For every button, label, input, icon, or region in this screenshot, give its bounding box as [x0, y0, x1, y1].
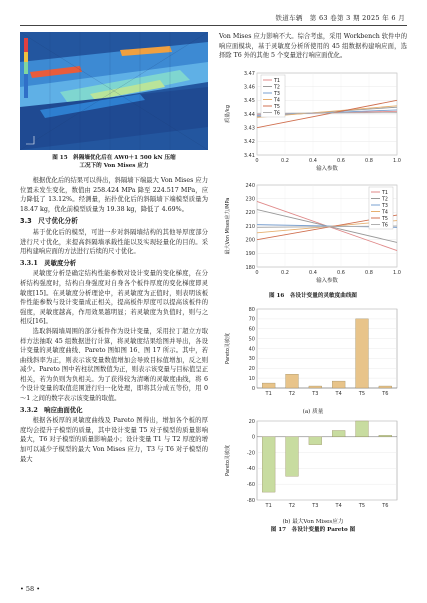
x-tick-label: 0.8	[365, 157, 373, 164]
section-heading-3-3-1: 3.3.1 灵敏度分析	[20, 258, 77, 267]
y-tick-label: 20	[248, 365, 255, 372]
x-tick-label: T4	[335, 502, 342, 509]
y-axis-label: Pareto灵敏度	[225, 444, 231, 476]
y-tick-label: 3.42	[243, 138, 255, 145]
legend-label: T3	[382, 203, 388, 209]
y-tick-label: -80	[246, 497, 255, 504]
header-rule	[20, 25, 407, 26]
y-tick-label: 3.43	[243, 125, 255, 132]
bar	[379, 435, 392, 437]
x-axis-label: 输入参数	[316, 277, 338, 284]
figure17-stress-pareto-chart	[219, 416, 407, 514]
y-tick-label: 220	[245, 209, 255, 216]
paragraph: Von Mises 应力影响不大。综合考虑，采用 Workbench 软件中的响应面模块，基于灵敏度分析所使用的 45 组数据构建响应面，选择除 T6 外的其他 5 个变量进行响应面优化。	[219, 33, 407, 60]
legend-label: T5	[382, 216, 388, 222]
y-tick-label: 0	[251, 385, 255, 392]
running-header	[0, 13, 427, 25]
section-heading-3-3: 3.3 尺寸优化分析	[20, 217, 78, 226]
x-tick-label: 0.6	[337, 157, 345, 164]
x-tick-label: 0.2	[281, 157, 289, 164]
legend-box	[369, 187, 393, 229]
x-tick-label: T5	[358, 390, 366, 397]
x-tick-label: T6	[382, 390, 389, 397]
y-tick-label: 0	[251, 434, 255, 441]
legend-label: T1	[274, 78, 280, 84]
volume-info: 第 63 卷第 3 期 2025 年 6 月	[309, 14, 405, 22]
legend-label: T3	[274, 91, 280, 97]
x-tick-label: T2	[288, 502, 296, 509]
x-tick-label: T5	[358, 502, 366, 509]
bar	[379, 386, 392, 388]
x-tick-label: T3	[312, 390, 319, 397]
fem-contour-svg	[20, 32, 208, 150]
y-tick-label: -60	[246, 481, 255, 488]
x-tick-label: 0.8	[365, 269, 373, 276]
y-tick-label: 70	[248, 316, 255, 323]
figure17-caption: 图 17 各设计变量的 Pareto 图	[270, 526, 356, 533]
section-heading-3-3-2: 3.3.2 响应曲面优化	[20, 405, 83, 414]
y-tick-label: 10	[248, 375, 255, 382]
y-axis-label: Pareto灵敏度	[225, 332, 231, 364]
bar	[262, 437, 275, 492]
x-axis-label: 输入参数	[316, 165, 338, 172]
x-tick-label: T2	[288, 390, 296, 397]
figure17-mass-pareto-chart	[219, 304, 407, 404]
paragraph: 根据各板厚的灵敏度曲线及 Pareto 图得出，增加各个板的厚度均会提升子模型的质量，其中设计变量 T5 对子模型的质量影响最大，T6 对子模型的质量影响最小；设计变量 T1 与 T2 厚度的增加可以减少子模型的最大 Von Mises 应力，T3 与 T6 对子模型的最大	[20, 417, 208, 463]
y-tick-label: 230	[245, 196, 255, 203]
y-axis-label: 质量/kg	[225, 104, 231, 123]
y-tick-label: 190	[245, 250, 255, 257]
journal-name: 铁道车辆	[275, 14, 303, 22]
y-tick-label: 3.45	[243, 97, 255, 104]
bar	[262, 383, 275, 388]
legend-label: T6	[274, 111, 280, 117]
x-tick-label: 0	[255, 269, 259, 276]
bar	[332, 430, 345, 436]
bar	[309, 386, 322, 388]
x-tick-label: 0.6	[337, 269, 345, 276]
y-tick-label: 200	[245, 237, 255, 244]
figure17b-subcaption: (b) 最大Von Mises应力	[282, 518, 344, 525]
bar	[286, 374, 299, 388]
legend-box	[261, 75, 285, 117]
bar	[286, 437, 299, 477]
legend-label: T2	[382, 197, 388, 203]
bar	[309, 437, 322, 445]
legend-label: T6	[382, 223, 388, 229]
legend-label: T5	[274, 104, 280, 110]
paragraph: 基于优化后的模型，可进一步对斜隔墙结构的其他导厚度部分进行尺寸优化，来提高斜隔墙承载性能以及实现轻量化的目的。采用构建响应面的方法进行后续的尺寸优化。	[20, 228, 208, 256]
y-tick-label: 3.44	[243, 111, 255, 118]
figure17a-subcaption: (a) 质量	[302, 408, 324, 415]
y-tick-label: 30	[248, 355, 255, 362]
paragraph: 灵敏度分析是确定结构性能参数对设计变量的变化梯度，在分析结构强度时，结构自身强度对自身各个板件厚度的变化梯度即灵敏度[15]。在灵敏度分析理论中，若灵敏度为正值时，则表明该板件性能参数与设计变量成正相关，提高板件厚度可以提高该板件的强度，灵敏度越高，作用效果越明显；若灵敏度为负值时，则与之相反[16]。	[20, 270, 208, 326]
plot-frame	[257, 421, 397, 500]
y-axis-label: 最大Von Mises应力/MPa	[225, 197, 231, 255]
paragraph: 根据优化后的结果可以得出，斜隔墙下端最大 Von Mises 应力位置未发生变化，数值由 258.424 MPa 降至 224.517 MPa，应力降低了 13.12%。经测量，拓扑优化后的斜隔墙下端模型质量为 18.47 kg，优化前模型质量为 19.38 kg，降低了 4.69%。	[20, 177, 208, 213]
x-tick-label: 1.0	[393, 269, 401, 276]
y-tick-label: 80	[248, 306, 255, 313]
paragraph: 选取斜隔墙周围的部分板件作为设计变量，采用拉丁超立方取样方法抽取 45 组数据进行计算，将灵敏度结果绘图并导出，各设计变量的灵敏度曲线、Pareto 图如图 16、图 17 所示。其中，若曲线斜率为正，则表示该变量数值增加会导致目标值增加，反之则减少。Pareto 图中若柱状图数值为正，则表示该变量与目标值呈正相关，若为负则为负相关。为了获得较为清晰的灵敏度曲线，将 6 个设计变量的取值范围进行归一化处理，即将其分成五等份，用 0～1 之间的数字表示该变量的取值。	[20, 327, 208, 403]
y-tick-label: -20	[246, 450, 255, 457]
x-tick-label: T4	[335, 390, 342, 397]
figure16-caption: 图 16 各设计变量的灵敏度曲线图	[268, 292, 358, 299]
x-tick-label: T3	[312, 502, 319, 509]
x-tick-label: 0.2	[281, 269, 289, 276]
left-body-text	[20, 176, 208, 464]
legend-label: T1	[382, 190, 388, 196]
y-tick-label: 3.47	[243, 70, 255, 77]
x-tick-label: 1.0	[393, 157, 401, 164]
y-tick-label: 40	[248, 346, 255, 353]
bar	[356, 319, 369, 388]
y-tick-label: 50	[248, 336, 255, 343]
legend-label: T4	[382, 210, 388, 216]
legend-label: T2	[274, 85, 280, 91]
x-tick-label: 0.4	[309, 157, 317, 164]
right-column	[219, 32, 407, 534]
y-tick-label: 20	[248, 418, 255, 425]
x-tick-label: T1	[265, 390, 272, 397]
figure16-mass-chart	[219, 67, 407, 175]
x-tick-label: T6	[382, 502, 389, 509]
y-tick-label: 60	[248, 326, 255, 333]
page-number: • 58 •	[20, 585, 41, 593]
fem-stress-contour-image	[20, 32, 208, 150]
y-tick-label: 3.41	[243, 152, 255, 159]
y-tick-label: -40	[246, 465, 255, 472]
figure15-caption: 图 15 斜隔墙优化后在 AW0＋1 500 kN 压缩 工况下的 Von Mises 应力	[52, 155, 176, 169]
y-tick-label: 210	[245, 223, 255, 230]
x-tick-label: 0.4	[309, 269, 317, 276]
figure16-stress-chart	[219, 179, 407, 287]
right-body-text	[219, 32, 407, 61]
y-tick-label: 240	[245, 182, 255, 189]
bar	[332, 381, 345, 388]
x-tick-label: T1	[265, 502, 272, 509]
legend-label: T4	[274, 98, 280, 104]
y-tick-label: 3.46	[243, 84, 255, 91]
bar	[356, 421, 369, 437]
y-tick-label: 180	[245, 264, 255, 271]
x-tick-label: 0	[255, 157, 259, 164]
left-column	[20, 32, 208, 464]
